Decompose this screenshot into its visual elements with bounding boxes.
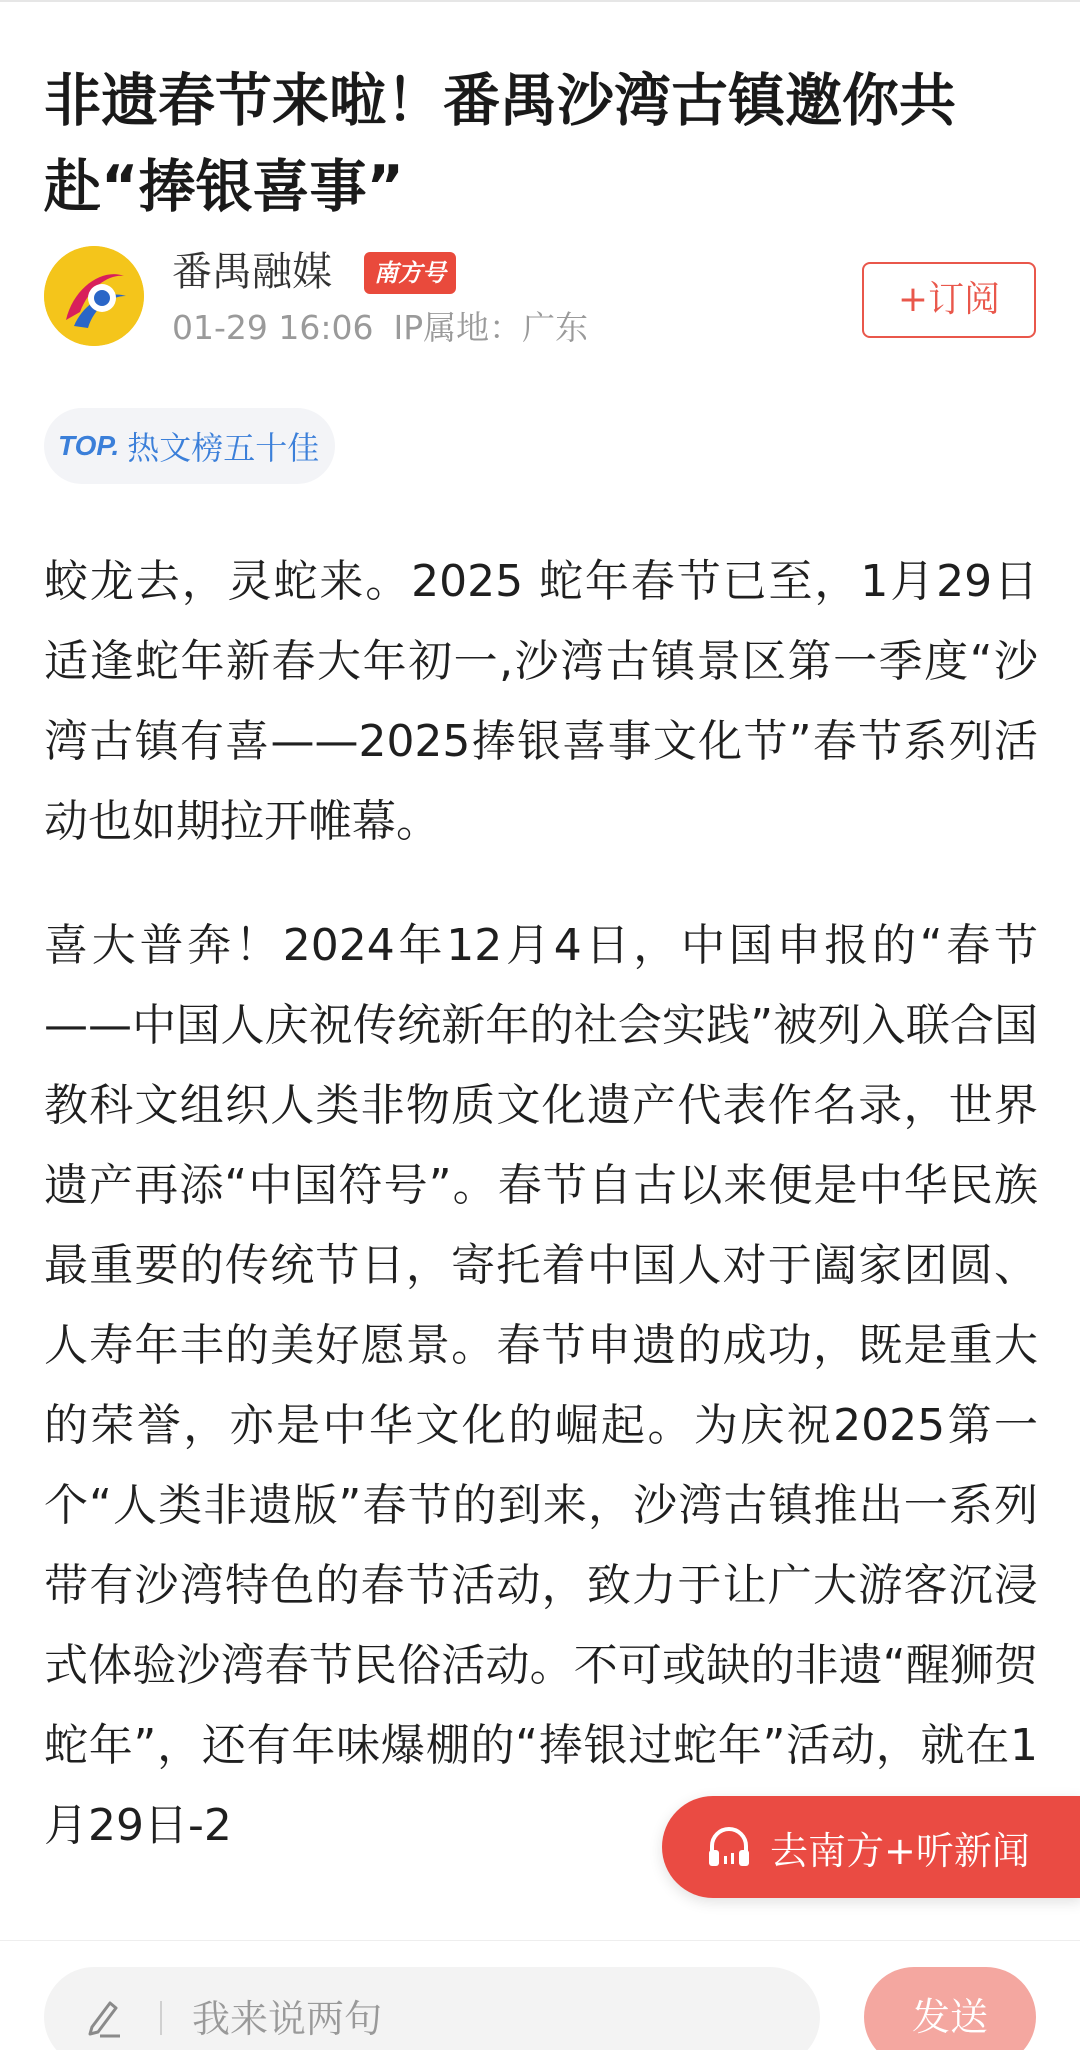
panyu-logo-icon xyxy=(44,246,144,346)
send-button[interactable]: 发送 xyxy=(864,1967,1036,2050)
author-name[interactable]: 番禺融媒 xyxy=(172,249,332,295)
listen-news-label: 去南方+听新闻 xyxy=(770,1828,1030,1873)
publish-date: 01-29 16:06 xyxy=(172,308,374,347)
article-body xyxy=(44,542,1038,1910)
top-logo-icon: TOP. xyxy=(58,430,120,461)
author-row xyxy=(44,246,1036,356)
hot-ranking-chip[interactable] xyxy=(44,408,335,484)
nanfanghao-badge: 南方号 xyxy=(364,252,456,294)
subscribe-button[interactable]: +订阅 xyxy=(862,262,1036,338)
comment-input[interactable] xyxy=(192,1995,752,2043)
article-title: 非遗春节来啦！番禺沙湾古镇邀你共赴“捧银喜事” xyxy=(44,68,956,220)
comment-bar xyxy=(0,1940,1080,2050)
publish-meta xyxy=(172,306,588,350)
top-divider xyxy=(0,0,1080,2)
ranking-label: 热文榜五十佳 xyxy=(127,429,320,467)
author-avatar[interactable] xyxy=(44,246,144,346)
pen-icon xyxy=(80,1993,128,2041)
article-paragraph: 蛟龙去，灵蛇来。2025 蛇年春节已至，1月29日适逢蛇年新春大年初一,沙湾古镇景区第一季度“沙湾古镇有喜——2025捧银喜事文化节”春节系列活动也如期拉开帷幕。 xyxy=(44,556,1038,847)
headphone-icon xyxy=(704,1822,754,1872)
article-paragraph: 喜大普奔！2024年12月4日，中国申报的“春节——中国人庆祝传统新年的社会实践”被列入联合国教科文组织人类非物质文化遗产代表作名录，世界遗产再添“中国符号”。春节自古以来便是中华民族最重要的传统节日，寄托着中国人对于阖家团圆、人寿年丰的美好愿景。春节申遗的成功，既是重大的荣誉，亦是中华文化的崛起。为庆祝2025第一个“人类非遗版”春节的到来，沙湾古镇推出一系列带有沙湾特色的春节活动，致力于让广大游客沉浸式体验沙湾春节民俗活动。不可或缺的非遗“醒狮贺蛇年”，还有年味爆棚的“捧银过蛇年”活动，就在1月29日-2 xyxy=(44,920,1038,1851)
listen-news-button[interactable] xyxy=(662,1796,1080,1898)
ip-location: IP属地：广东 xyxy=(393,308,589,347)
comment-divider xyxy=(160,2001,162,2035)
comment-box[interactable] xyxy=(44,1967,820,2050)
